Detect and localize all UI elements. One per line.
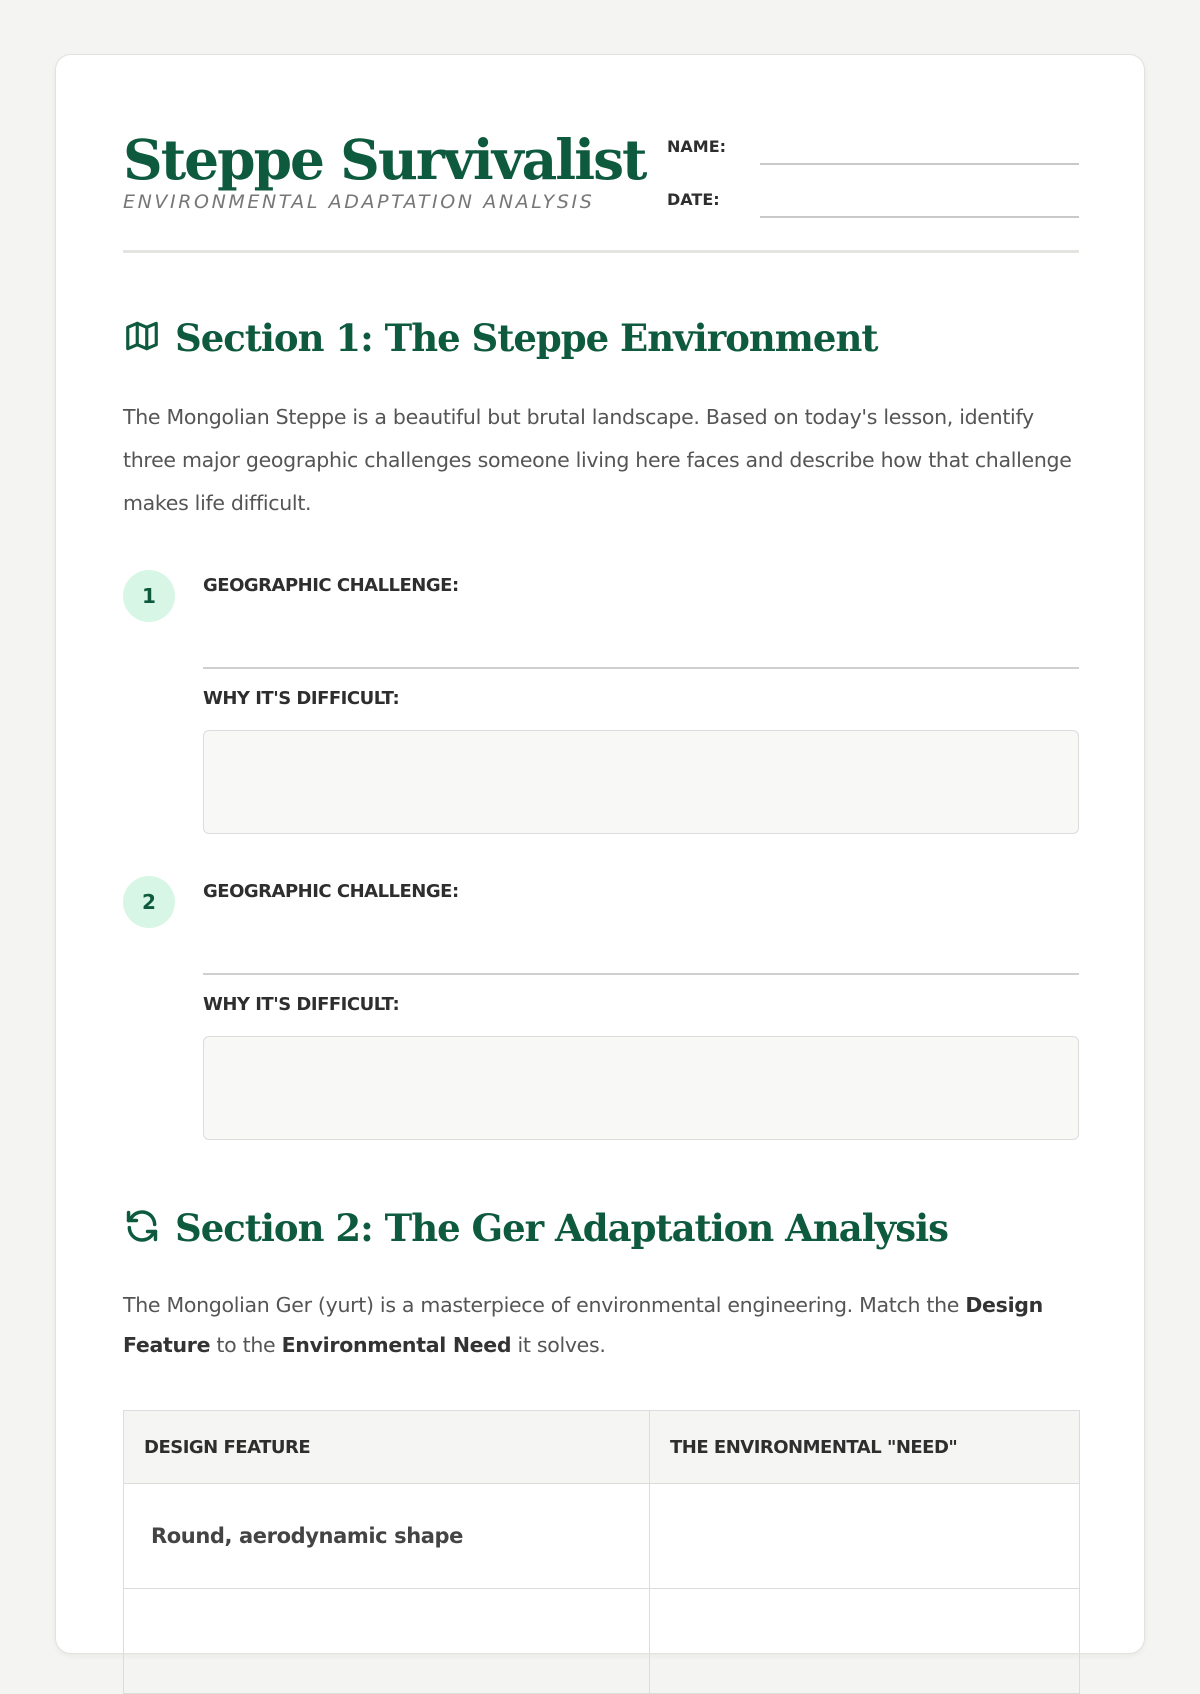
table-row (124, 1484, 1080, 1589)
worksheet-subtitle: ENVIRONMENTAL ADAPTATION ANALYSIS (123, 191, 595, 213)
section-1-intro: The Mongolian Steppe is a beautiful but brutal landscape. Based on today's lesson, identify three major geographic challenges someone living here faces and describe how that challenge makes life difficult. (123, 405, 1072, 515)
worksheet-title: Steppe Survivalist (123, 127, 646, 192)
environmental-need-cell[interactable] (650, 1484, 1080, 1589)
section-2-intro: The Mongolian Ger (yurt) is a masterpiece of environmental engineering. Match the Design Feature to the Environmental Need it solves. (123, 1293, 1043, 1357)
challenge-answer-line[interactable] (203, 973, 1079, 975)
refresh-icon (123, 1207, 175, 1249)
header-divider (123, 250, 1079, 253)
map-icon (123, 317, 175, 359)
item-number-badge: 1 (123, 570, 175, 622)
date-label: DATE: (667, 190, 720, 209)
why-answer-box[interactable] (203, 730, 1079, 834)
adaptation-table (123, 1410, 1080, 1694)
design-feature-cell (124, 1589, 650, 1694)
design-feature-cell: Round, aerodynamic shape (124, 1484, 650, 1589)
why-label: WHY IT'S DIFFICULT: (203, 994, 400, 1015)
section-2-heading (123, 1206, 948, 1250)
challenge-answer-line[interactable] (203, 667, 1079, 669)
column-header-design-feature: DESIGN FEATURE (124, 1411, 650, 1484)
section-2-title: Section 2: The Ger Adaptation Analysis (175, 1206, 949, 1250)
challenge-label: GEOGRAPHIC CHALLENGE: (203, 881, 459, 902)
worksheet-card (55, 54, 1145, 1654)
column-header-environmental-need: THE ENVIRONMENTAL "NEED" (650, 1411, 1080, 1484)
why-label: WHY IT'S DIFFICULT: (203, 688, 400, 709)
section-1-heading (123, 316, 877, 360)
item-number-badge: 2 (123, 876, 175, 928)
name-label: NAME: (667, 137, 727, 156)
challenge-label: GEOGRAPHIC CHALLENGE: (203, 575, 459, 596)
section-1-title: Section 1: The Steppe Environment (175, 316, 878, 360)
date-field[interactable] (760, 216, 1079, 218)
environmental-need-cell[interactable] (650, 1589, 1080, 1694)
why-answer-box[interactable] (203, 1036, 1079, 1140)
table-row (124, 1589, 1080, 1694)
name-field[interactable] (760, 163, 1079, 165)
table-header-row (124, 1411, 1080, 1484)
